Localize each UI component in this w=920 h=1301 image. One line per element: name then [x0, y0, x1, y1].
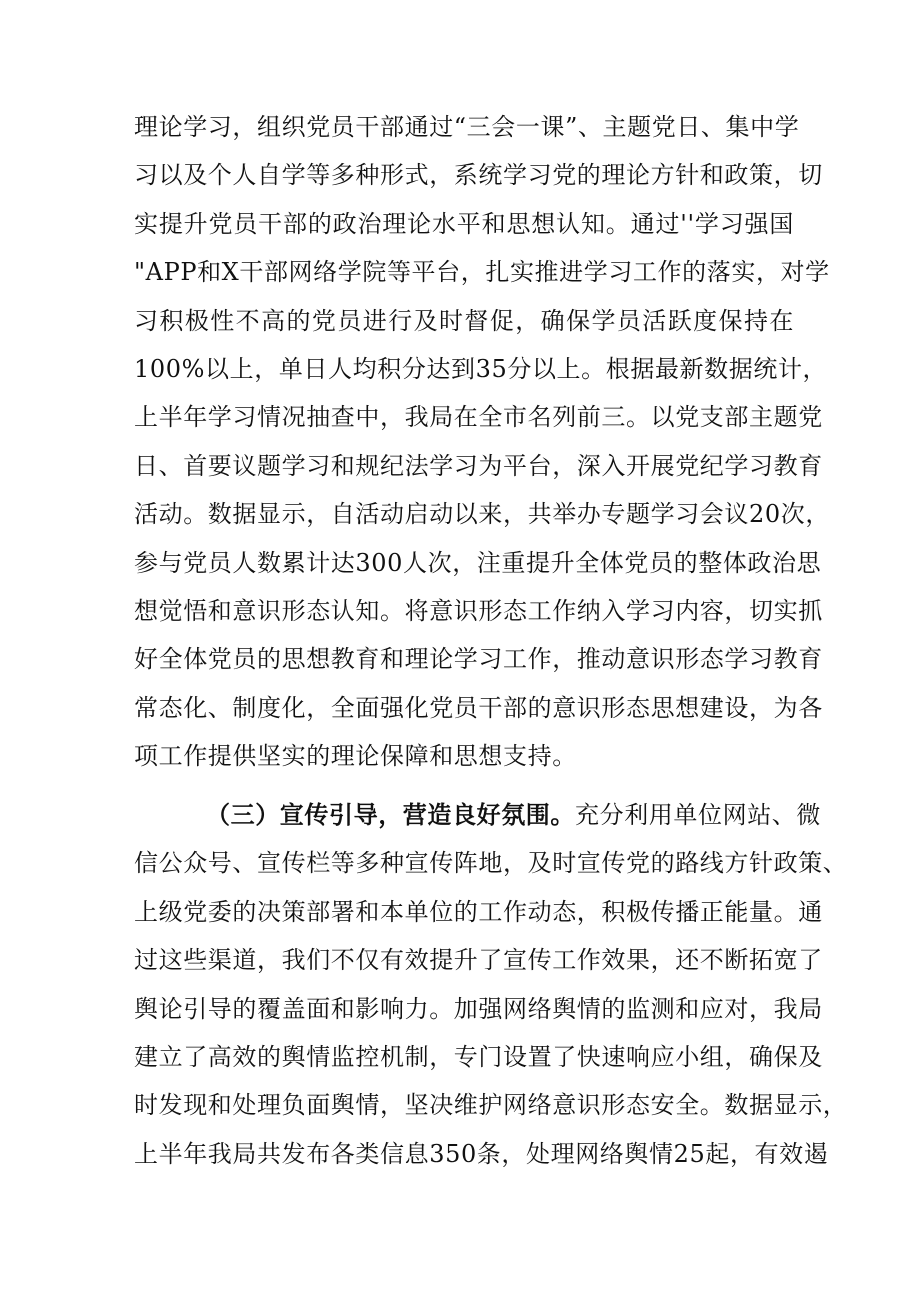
text-line: 常态化、制度化，全面强化党员干部的意识形态思想建设，为各: [134, 693, 823, 722]
text-line: 过这些渠道，我们不仅有效提升了宣传工作效果，还不断拓宽了: [134, 946, 823, 975]
text-line: 实提升党员干部的政治理论水平和思想认知。通过''学习强国: [134, 209, 794, 238]
paragraph-1: [134, 103, 830, 780]
text-line: 好全体党员的思想教育和理论学习工作，推动意识形态学习教育: [134, 645, 823, 674]
text-line: 100%以上，单日人均积分达到35分以上。根据最新数据统计，: [134, 354, 828, 383]
text-line: 上级党委的决策部署和本单位的工作动态，积极传播正能量。通: [134, 897, 823, 926]
text-line: 参与党员人数累计达300人次，注重提升全体党员的整体政治思: [134, 548, 822, 577]
paragraph-2: [134, 791, 848, 1178]
text-line: 习积极性不高的党员进行及时督促，确保学员活跃度保持在: [134, 306, 794, 335]
text-line: 上半年学习情况抽查中，我局在全市名列前三。以党支部主题党: [134, 403, 823, 432]
text-line: 活动。数据显示，自活动启动以来，共举办专题学习会议20次，: [134, 500, 830, 529]
text-line: 时发现和处理负面舆情，坚决维护网络意识形态安全。数据显示，: [134, 1091, 848, 1120]
text-line: 想觉悟和意识形态认知。将意识形态工作纳入学习内容，切实抓: [134, 596, 823, 625]
section-heading: （三）宣传引导，营造良好氛围。: [206, 800, 575, 829]
text-line: 日、首要议题学习和规纪法学习为平台，深入开展党纪学习教育: [134, 451, 823, 480]
text-line: 舆论引导的覆盖面和影响力。加强网络舆情的监测和应对，我局: [134, 994, 823, 1023]
text-line: 建立了高效的舆情监控机制，专门设置了快速响应小组，确保及: [134, 1042, 823, 1071]
text-line: 习以及个人自学等多种形式，系统学习党的理论方针和政策，切: [134, 161, 823, 190]
text-line: 信公众号、宣传栏等多种宣传阵地，及时宣传党的路线方针政策、: [134, 849, 848, 878]
text-line: 理论学习，组织党员干部通过“三会一课”、主题党日、集中学: [134, 113, 800, 141]
text-line: "APP和X干部网络学院等平台，扎实推进学习工作的落实，对学: [134, 258, 830, 287]
text-line: 上半年我局共发布各类信息350条，处理网络舆情25起，有效遏: [134, 1139, 829, 1168]
text-line: 项工作提供坚实的理论保障和思想支持。: [134, 742, 577, 771]
section-heading-rest: 充分利用单位网站、微: [575, 801, 821, 829]
section-heading-line: [134, 791, 821, 839]
